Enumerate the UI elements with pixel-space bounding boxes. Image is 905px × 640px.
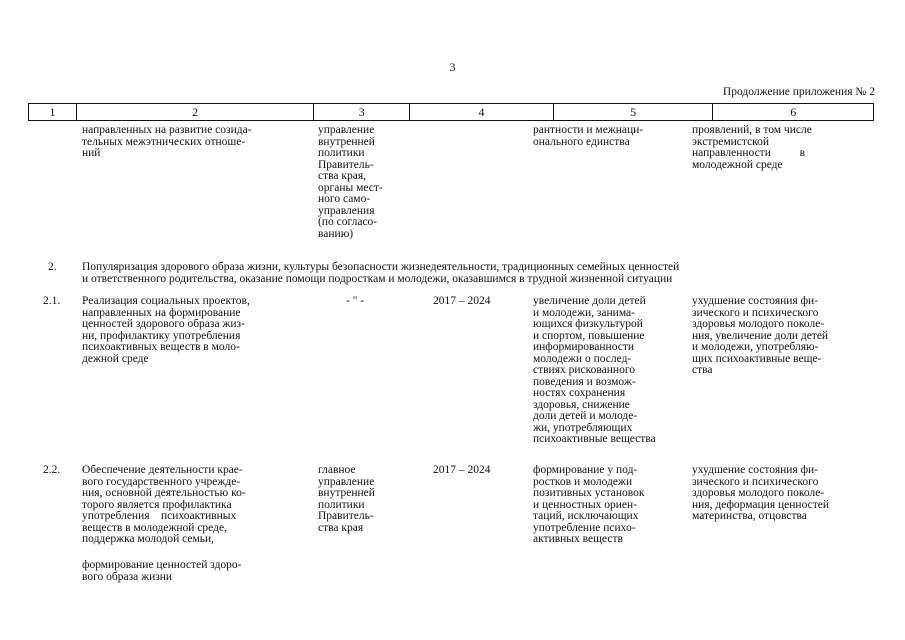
header-col-6: 6 [790,105,797,119]
top-col2-text: направленных на развитие созида- тельных межэтнических отноше- ний [82,124,252,159]
header-col-3: 3 [314,104,410,120]
row-2-2-period: 2017 – 2024 [433,464,491,476]
top-col5-text: рантности и межнаци- онального единства [533,124,644,148]
row-2-1-description: Реализация социальных проектов, направленных на формирование ценностей здорового образа жиз- ни, профилактику употребления психоактивных веществ в моло- дежной среде [82,295,250,365]
section-2-title: Популяризация здорового образа жизни, культуры безопасности жизнедеятельности, традиционных семейных ценностей и ответственного родительства, оказание помощи подросткам и молодежи, оказавшимся в трудной жизненной ситуации [82,261,680,285]
page-number: 3 [449,60,456,74]
row-2-2-executor: главное управление внутренней политики Правитель- ства края [318,464,375,534]
top-col3-text: управление внутренней политики Правитель- ства края, органы мест- ного само- управления (по согласо- ванию) [318,124,383,240]
row-2-2-description-cont: формирование ценностей здоро- вого образа жизни [82,559,242,583]
row-2-1-executor: - " - [346,295,365,307]
header-col-2: 2 [77,104,314,120]
row-2-2-consequences: ухудшение состояния фи- зического и психического здоровья молодого поколе- ния, деформация ценностей материнства, отцовства [692,464,829,522]
row-2-1-number: 2.1. [43,295,61,307]
row-2-1-result: увеличение доли детей и молодежи, занима- ющихся физкультурой и спортом, повышение информированности молодежи о послед- ствиях рискованного поведения и возмож- ностях сохранения здоровья, снижение доли детей и молоде- жи, употребляющих психоактивные вещества [533,295,656,445]
header-col-1: 1 [29,104,77,120]
row-2-1-consequences: ухудшение состояния фи- зического и психического здоровья молодого поколе- ния, увеличение доли детей и молодежи, употребляю- щих психоактивные веще- ства [692,295,829,376]
row-2-1-period: 2017 – 2024 [433,295,491,307]
row-2-2-description: Обеспечение деятельности крае- вого государственного учрежде- ния, основной деятельностью ко- торого является профилактика употребления психоактивных веществ в молодежной среде, поддержка молодой семьи, [82,464,246,545]
continuation-note: Продолжение приложения № 2 [722,86,875,98]
section-2-number: 2. [48,261,57,273]
header-col-4: 4 [410,104,554,120]
row-2-2-number: 2.2. [43,464,61,476]
table-header-row [28,103,874,121]
header-col-5: 5 [554,104,714,120]
row-2-2-result: формирование у под- ростков и молодежи позитивных установок и ценностных ориен- таций, исключающих употребление психо- активных веществ [533,464,645,545]
top-col6-text: проявлений, в том числе экстремистской направленности в молодежной среде [692,124,812,171]
